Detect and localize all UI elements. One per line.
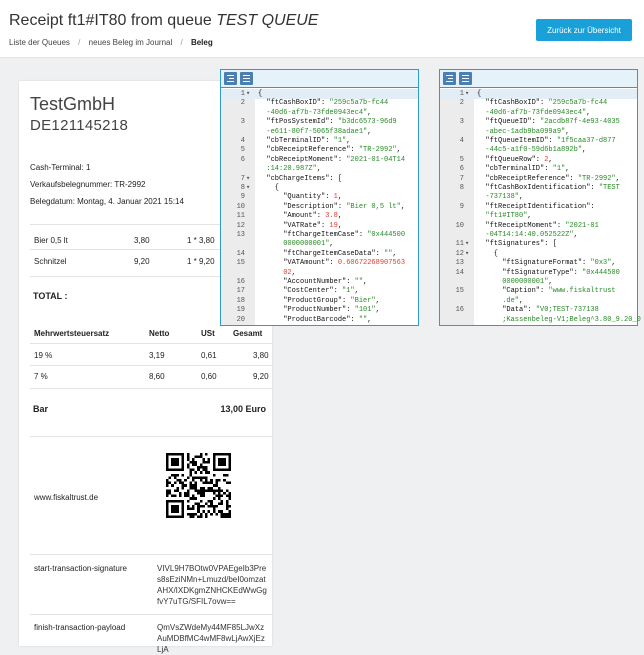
vat-net: 3,19 — [149, 351, 165, 360]
code-token: "ftCashBoxIdentification": — [477, 184, 599, 192]
divider — [30, 388, 272, 389]
code-token: , — [586, 108, 591, 117]
code-token: 0000000001" — [258, 240, 330, 249]
json-code-area[interactable] — [221, 89, 418, 325]
vat-tax: 0,60 — [201, 372, 217, 381]
code-token: , — [329, 240, 334, 249]
vat-rate: 19 % — [34, 351, 53, 360]
json-viewer-receipt-request — [220, 69, 419, 326]
code-token: "ProductBarcode": — [258, 315, 359, 324]
line-number: 8 — [240, 184, 245, 192]
json-viewer-toolbar — [221, 70, 418, 88]
code-token: ;Kassenbeleg-V1;Beleg^3.80_9.20_0 — [477, 315, 641, 324]
code-token: -abec-1adb9ba099a9" — [477, 127, 566, 136]
code-token: , — [337, 221, 343, 230]
divider — [30, 436, 272, 437]
line-number: 10 — [455, 221, 464, 230]
code-token: "TR-2992" — [358, 146, 397, 155]
line-number: 18 — [236, 296, 245, 305]
code-token: "VATRate": — [258, 221, 330, 230]
code-token: "VATAmount": — [258, 259, 338, 268]
code-token: -e611-80f7-5065f38adae1" — [258, 127, 368, 136]
code-token: "2021-01-04T14 — [346, 155, 406, 164]
divider — [30, 365, 272, 366]
fold-toggle-icon[interactable]: ▾ — [465, 90, 470, 98]
code-token: "Bier 0,5 lt" — [346, 202, 401, 211]
vat-total: 3,80 — [253, 351, 269, 360]
code-token: , — [367, 127, 372, 136]
code-text — [477, 315, 641, 325]
code-token: "" — [358, 315, 368, 324]
code-token: "0x444500 — [367, 231, 406, 239]
code-token: 1 — [333, 193, 338, 202]
cash-terminal: Cash-Terminal: 1 — [30, 163, 91, 172]
code-token: , — [396, 146, 401, 155]
fold-toggle-icon[interactable]: ▾ — [246, 174, 251, 183]
code-token: -737138" — [477, 193, 520, 202]
code-line — [440, 315, 641, 325]
code-token: , — [519, 296, 524, 305]
code-token: "ftReceiptIdentification": — [477, 202, 599, 211]
code-token: , — [611, 259, 616, 268]
line-number: 9 — [459, 202, 464, 211]
divider — [30, 614, 272, 615]
code-token: :14:20.987Z" — [258, 165, 317, 174]
line-number: 6 — [459, 165, 464, 174]
code-token: , — [316, 165, 322, 174]
vat-net: 8,60 — [149, 372, 165, 381]
finish-payload-value: QmVsZWdeMy44MF85LJwXzAuMDBfMC4wMF8wLjAwXjEzLjA — [157, 623, 265, 654]
receipt-date: Belegdatum: Montag, 4. Januar 2021 15:14 — [30, 197, 184, 206]
code-token: "259c5a7b-fc44 — [329, 99, 389, 108]
company-name: TestGmbH — [30, 94, 116, 114]
compact-json-icon[interactable] — [240, 72, 253, 85]
line-number: 16 — [455, 306, 464, 315]
code-token: .de" — [477, 296, 520, 305]
code-text — [258, 315, 371, 325]
code-token: "ftReceiptMoment": — [477, 221, 566, 230]
fold-toggle-icon[interactable]: ▾ — [465, 249, 470, 258]
code-token: , — [337, 212, 343, 221]
code-token: , — [615, 174, 620, 183]
item-quantity: 1 * 3,80 — [187, 236, 215, 245]
code-token: "ftCashBoxID": — [258, 99, 330, 108]
line-number: 4 — [240, 137, 245, 145]
line-number: 15 — [236, 259, 245, 268]
code-token: , — [573, 231, 578, 239]
format-json-icon[interactable] — [224, 72, 237, 85]
json-viewer-toolbar — [440, 70, 637, 88]
vat-header-net: Netto — [149, 329, 170, 338]
line-number: 2 — [240, 99, 245, 108]
code-token: , — [519, 193, 524, 202]
code-token: -40d6-af7b-73fde0943ec4" — [258, 108, 368, 117]
page-header — [0, 0, 644, 58]
code-token: "101" — [354, 306, 376, 315]
code-token: "cbChargeItems": — [258, 174, 338, 183]
code-token: "cbTerminalID": — [258, 137, 334, 145]
code-token: "2021-01 — [565, 221, 599, 230]
receipt-number: Verkaufsbelegnummer: TR-2992 — [30, 180, 146, 189]
code-token: "ProductGroup": — [258, 296, 351, 305]
code-token: , — [346, 137, 351, 145]
code-token: , — [548, 155, 553, 164]
code-token: "Caption": — [477, 287, 549, 296]
line-number: 14 — [455, 268, 464, 277]
qr-code-image — [166, 453, 231, 518]
line-number: 11 — [455, 240, 464, 249]
breadcrumb-queues-link[interactable]: Liste der Queues — [9, 38, 70, 47]
item-quantity: 1 * 9,20 — [187, 257, 215, 266]
code-token: "0x3" — [590, 259, 612, 268]
fold-toggle-icon[interactable]: ▾ — [246, 184, 251, 192]
code-token: , — [527, 212, 532, 221]
json-code-area[interactable] — [440, 89, 641, 325]
divider — [30, 554, 272, 555]
line-number: 1 — [459, 90, 464, 98]
line-number: 3 — [459, 118, 464, 127]
code-token: , — [363, 278, 368, 286]
code-token: "ftChargeItemCaseData": — [258, 249, 385, 258]
payment-method: Bar — [33, 404, 49, 414]
code-token: "ftQueueID": — [477, 118, 541, 127]
qr-caption: www.fiskaltrust.de — [34, 493, 99, 502]
vat-rate: 7 % — [34, 372, 48, 381]
code-token: -40d6-af7b-73fde0943ec4" — [477, 108, 587, 117]
code-token: , — [375, 296, 380, 305]
line-number: 12 — [455, 249, 464, 258]
code-token: "Data": — [477, 306, 536, 315]
line-number: 16 — [236, 278, 245, 286]
item-price: 3,80 — [134, 236, 150, 245]
code-token: "1" — [333, 137, 347, 145]
start-signature-value: VIVL9H7BOtw0VPAEgeIb3Pres8sEziNMn+Lmuzd/beI0omzatAHX/IXDKgmZNHCKEdWwGgfvY7uTG/SFIL7ovw== — [157, 564, 267, 606]
code-token: "V0;TEST-737138 — [535, 306, 599, 315]
json-viewer-receipt-response — [439, 69, 641, 326]
fold-toggle-icon[interactable]: ▾ — [465, 240, 470, 249]
line-number: 3 — [240, 118, 245, 127]
line-number: 5 — [459, 155, 464, 164]
line-number: 13 — [236, 231, 245, 239]
code-token: "ftPosSystemId": — [258, 118, 338, 127]
line-number: 17 — [236, 287, 245, 296]
start-signature-label: start-transaction-signature — [34, 564, 127, 573]
line-number: 7 — [240, 174, 245, 183]
code-token: 3.8 — [325, 212, 338, 221]
vat-header-tax: USt — [201, 329, 215, 338]
title-prefix: Receipt ft1#IT80 from queue — [9, 12, 212, 29]
code-token: "ftQueueRow": — [477, 155, 545, 164]
code-token: "259c5a7b-fc44 — [548, 99, 608, 108]
line-number: 8 — [459, 184, 464, 192]
code-token: "Description": — [258, 202, 347, 211]
code-token: "TR-2992" — [577, 174, 616, 183]
title-queue-name: TEST QUEUE — [216, 12, 319, 29]
code-token: { — [258, 90, 263, 98]
code-token: 0.60672268907563 — [337, 259, 406, 268]
line-number: 11 — [236, 212, 245, 221]
code-token: -44c5-a1f0-59d6b1a892b" — [477, 146, 583, 155]
code-token: 02 — [258, 268, 292, 277]
breadcrumb — [9, 38, 213, 47]
vat-tax: 0,61 — [201, 351, 217, 360]
code-token: "ProductNumber": — [258, 306, 355, 315]
line-number: 10 — [236, 202, 245, 211]
code-token: "" — [354, 278, 364, 286]
code-token: "0x444500 — [582, 268, 620, 277]
code-token: [ — [552, 240, 557, 249]
item-price: 9,20 — [134, 257, 150, 266]
code-token: 19 — [329, 221, 338, 230]
line-number: 5 — [240, 146, 245, 155]
divider — [30, 343, 272, 344]
code-token: , — [367, 315, 372, 324]
back-to-overview-button[interactable]: Zurück zur Übersicht — [536, 19, 632, 41]
code-token: "ftChargeItemCase": — [258, 231, 368, 239]
code-token: -04T14:14:40.052522Z" — [477, 231, 574, 239]
code-token: "ftQueueItemID": — [477, 137, 557, 145]
line-number: 4 — [459, 137, 464, 145]
finish-payload-label: finish-transaction-payload — [34, 623, 126, 632]
code-token: "ftSignatureFormat": — [477, 259, 591, 268]
breadcrumb-separator: / — [180, 38, 183, 47]
vat-id: DE121145218 — [30, 117, 129, 134]
code-token: , — [392, 249, 397, 258]
code-token: { — [477, 90, 482, 98]
code-token: "1" — [552, 165, 566, 174]
vat-header-total: Gesamt — [233, 329, 263, 338]
code-token: "TEST — [598, 184, 620, 192]
code-token: , — [337, 193, 343, 202]
code-token: "1" — [342, 287, 355, 296]
code-token: , — [548, 278, 553, 286]
code-token: { — [477, 249, 499, 258]
breadcrumb-journal-link[interactable]: neues Beleg im Journal — [88, 38, 173, 47]
line-number: 20 — [236, 315, 245, 324]
line-number: 2 — [459, 99, 464, 108]
code-token: "ftSignatures": — [477, 240, 553, 249]
code-token: "www.fiskaltrust — [548, 287, 616, 296]
vat-header-rate: Mehrwertsteuersatz — [34, 329, 110, 338]
code-token: "cbTerminalID": — [477, 165, 553, 174]
page-title — [9, 12, 318, 30]
code-token: "ft1#IT80" — [477, 212, 528, 221]
line-number: 12 — [236, 221, 245, 230]
payment-amount: 13,00 Euro — [220, 404, 266, 414]
line-number: 1 — [240, 90, 245, 98]
line-number: 9 — [240, 193, 245, 202]
code-token: , — [367, 108, 372, 117]
total-label: TOTAL : — [33, 291, 68, 301]
line-number: 14 — [236, 249, 245, 258]
fold-toggle-icon[interactable]: ▾ — [246, 90, 251, 98]
line-number: 6 — [240, 155, 245, 164]
code-token: "AccountNumber": — [258, 278, 355, 286]
code-line — [221, 315, 418, 325]
item-name: Bier 0,5 lt — [34, 236, 68, 245]
code-token: 0000000001" — [477, 278, 549, 286]
code-token: , — [354, 287, 359, 296]
code-token: "1f5caa37-d877 — [556, 137, 616, 145]
code-token: , — [375, 306, 380, 315]
code-token: , — [400, 202, 406, 211]
code-token: , — [582, 146, 587, 155]
code-token: { — [258, 184, 280, 192]
code-token: "CostCenter": — [258, 287, 343, 296]
code-token: , — [565, 127, 570, 136]
compact-json-icon[interactable] — [459, 72, 472, 85]
item-name: Schnitzel — [34, 257, 67, 266]
line-number: 13 — [455, 259, 464, 268]
code-token: "" — [384, 249, 393, 258]
code-token: "2acdb87f-4e93-4035 — [540, 118, 620, 127]
code-token: "Amount": — [258, 212, 326, 221]
code-token: "cbReceiptMoment": — [258, 155, 347, 164]
line-number: 15 — [455, 287, 464, 296]
breadcrumb-current: Beleg — [190, 38, 213, 47]
breadcrumb-separator: / — [78, 38, 81, 47]
code-token: , — [565, 165, 570, 174]
code-token: "cbReceiptReference": — [477, 174, 578, 183]
code-token: "b3dc6573-96d9 — [337, 118, 397, 127]
code-token: "Quantity": — [258, 193, 334, 202]
code-token: "Bier" — [350, 296, 376, 305]
line-number: 7 — [459, 174, 464, 183]
code-token: , — [291, 268, 296, 277]
code-token: "ftSignatureType": — [477, 268, 583, 277]
code-token: "cbReceiptReference": — [258, 146, 359, 155]
code-token: [ — [337, 174, 343, 183]
line-number: 19 — [236, 306, 245, 315]
vat-total: 9,20 — [253, 372, 269, 381]
format-json-icon[interactable] — [443, 72, 456, 85]
code-token: "ftCashBoxID": — [477, 99, 549, 108]
code-token: 2 — [544, 155, 549, 164]
